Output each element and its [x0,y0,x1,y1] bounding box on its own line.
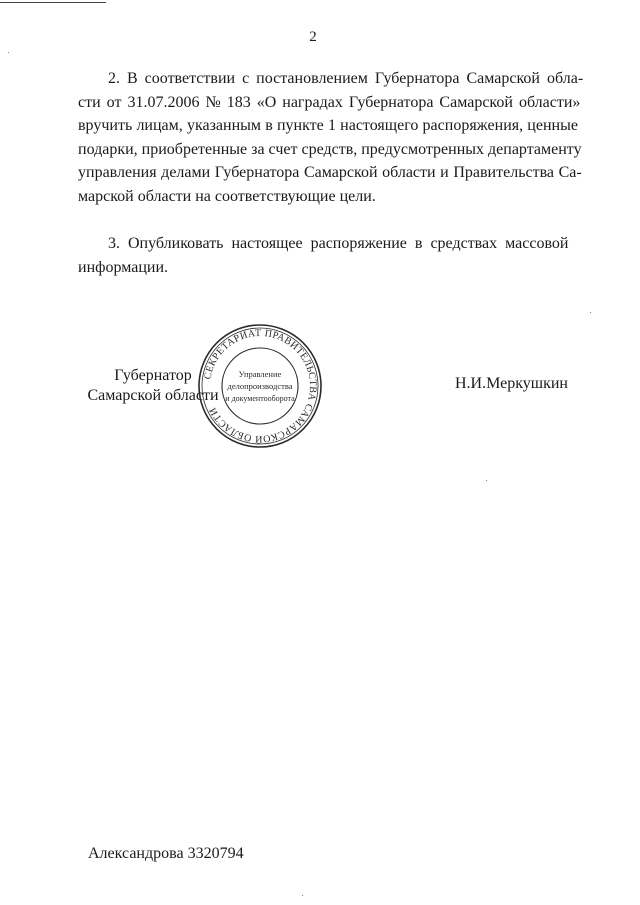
seal-center-line: и документооборота [225,394,295,403]
paragraph-line: вручить лицам, указанным в пункте 1 настоящего распоряжения, ценные [78,117,578,134]
top-rule [0,2,106,3]
paragraph-line: информации. [78,258,169,276]
signatory-position-line: Губернатор [114,367,192,384]
paragraph-3 [78,232,569,279]
paragraph-line: 2. В соответствии с постановлением Губернатора Самарской обла- [108,70,584,87]
seal-ring-text-path: СЕКРЕТАРИАТ ПРАВИТЕЛЬСТВА САМАРСКОЙ ОБЛАСТИ [202,327,319,445]
official-seal [196,322,324,450]
scan-speck [302,895,303,896]
seal-center-line: Управление [238,369,282,379]
scan-speck [590,312,591,313]
scan-speck [8,52,9,53]
paragraph-line: 3. Опубликовать настоящее распоряжение в средствах массовой [108,235,569,252]
document-author: Александрова 3320794 [88,845,244,862]
signatory-name: Н.И.Меркушкин [455,375,568,392]
seal-graphic [196,322,324,450]
signatory-position-line: Самарской области [87,387,219,404]
paragraph-line: управления делами Губернатора Самарской области и Правительства Са- [78,164,582,181]
seal-center-line: делопроизводства [227,381,293,391]
paragraph-line: марской области на соответствующие цели. [78,187,376,205]
paragraph-line: подарки, приобретенные за счет средств, предусмотренных департаменту [78,140,582,158]
paragraph-2 [78,67,584,208]
paragraph-line: сти от 31.07.2006 № 183 «О наградах Губернатора Самарской области» [78,93,581,111]
page-number: 2 [309,29,317,45]
scan-speck [486,480,487,481]
